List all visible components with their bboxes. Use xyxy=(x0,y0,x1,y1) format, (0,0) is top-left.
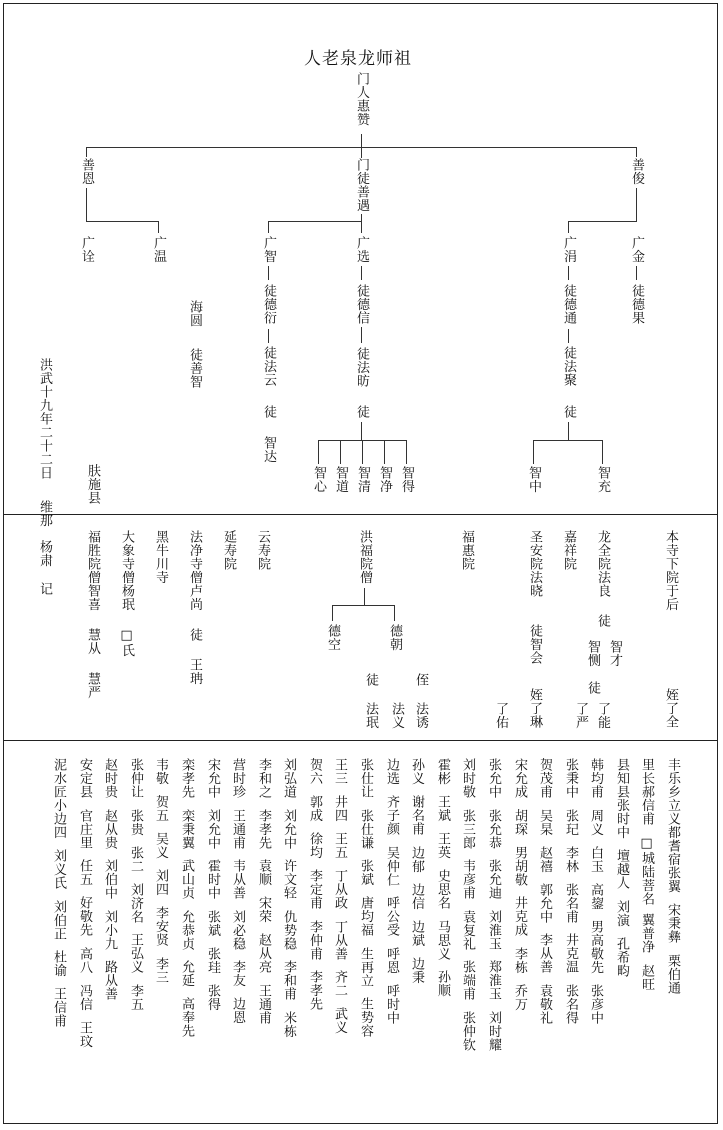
donor-name: 张仲钦 xyxy=(460,1010,475,1051)
tree-line xyxy=(602,440,603,464)
donor-name: 李从善 xyxy=(537,933,552,974)
tree-line xyxy=(361,266,362,280)
donor-name: 高鋆 xyxy=(588,882,603,910)
donor-name: 丁从政 xyxy=(332,869,347,910)
node-tu-detong: 徒德通 xyxy=(561,284,576,325)
donor-name: 生势容 xyxy=(358,997,373,1038)
tree-line xyxy=(568,329,569,343)
fajing-tu: 徒 xyxy=(187,628,202,642)
tree-line xyxy=(268,221,362,222)
node-guangwen: 广温 xyxy=(151,236,166,263)
donor-name: 王信甫 xyxy=(51,987,66,1028)
donor-name: 官庄里 xyxy=(77,808,92,849)
donor-name: 边恩 xyxy=(230,997,245,1024)
donor-name: 马思义 xyxy=(435,919,450,960)
donor-name: 史思名 xyxy=(435,869,450,910)
donor-name: 翼普净 xyxy=(639,913,654,954)
donor-name: 刘允中 xyxy=(281,808,296,849)
donor-name: 仇势稳 xyxy=(281,909,296,950)
tree-line xyxy=(268,329,269,343)
donor-name: 张三郎 xyxy=(460,808,475,849)
node-famin: 法珉 xyxy=(363,702,378,729)
node-dechao: 德朝 xyxy=(387,624,402,651)
page-title: 人老泉龙师祖 xyxy=(304,49,412,69)
donor-name: 刘时耀 xyxy=(486,1010,501,1051)
tree-line xyxy=(340,440,341,464)
shengan-disciple: 徒智会 xyxy=(527,624,542,665)
donor-name: 李和甫 xyxy=(281,960,296,1001)
node-tu-fayun: 徒法云 xyxy=(261,346,276,387)
donor-name: 允恭贞 xyxy=(179,909,194,950)
donor-name: 任五 xyxy=(77,859,92,886)
tree-line xyxy=(568,422,569,440)
hongfu-zhi: 侄 xyxy=(413,673,428,687)
node-mentu-shanyu: 门徒善遇 xyxy=(354,158,369,212)
node-guangzhi: 广智 xyxy=(261,236,276,263)
donor-name: 壇越人 xyxy=(614,849,629,890)
donor-name: 张仕让 xyxy=(358,758,373,799)
donor-name: 张得 xyxy=(205,983,220,1011)
donor-name: 韩均甫 xyxy=(588,758,603,799)
node-tu: 徒 xyxy=(261,405,276,419)
donor-name: 吴杲 xyxy=(537,808,552,836)
tree-line xyxy=(86,221,158,222)
node-shanen: 善恩 xyxy=(79,158,94,185)
donor-name: 安定县 xyxy=(77,758,92,799)
donor-name: 韦彦甫 xyxy=(460,859,475,900)
longquan-zhicai: 智才 xyxy=(607,640,622,667)
donor-name: 孙义 xyxy=(409,758,424,785)
donor-name: 赵禧 xyxy=(537,845,552,873)
node-zhidao: 智道 xyxy=(333,466,348,493)
node-shanjun: 善俊 xyxy=(629,158,644,185)
node-haiyuan-disciple: 徒善智 xyxy=(187,348,202,389)
node-liaoneng: 了能 xyxy=(595,702,610,729)
tree-line xyxy=(384,440,385,464)
donor-name: 白玉 xyxy=(588,845,603,873)
donor-name: 张仕谦 xyxy=(358,808,373,849)
daxiang-temple: 大象寺僧杨珉 xyxy=(119,530,134,611)
donor-name: 赵旺 xyxy=(639,963,654,991)
node-zhiqing: 智清 xyxy=(355,466,370,493)
fajing-temple: 法净寺僧卢尚 xyxy=(187,530,202,611)
donor-name: 贺五 xyxy=(153,795,168,822)
donor-name: 允延 xyxy=(179,960,194,987)
donor-name: 袁顺 xyxy=(256,859,271,886)
donor-name: 宋秉彝 xyxy=(665,903,680,944)
donor-name: 宋荣 xyxy=(256,896,271,923)
date-text: 洪武十九年二十二日 xyxy=(37,358,52,480)
donor-name: 吴仲仁 xyxy=(384,845,399,886)
node-dekong: 德空 xyxy=(325,624,340,651)
yunshou-temple: 云寿院 xyxy=(255,530,270,571)
donor-name: 张斌 xyxy=(358,859,373,886)
donor-name: 张名得 xyxy=(563,983,578,1024)
node-guangquan: 广诠 xyxy=(79,236,94,263)
donor-name: 王英 xyxy=(435,832,450,859)
tree-line xyxy=(568,266,569,280)
donor-name: 齐子颜 xyxy=(384,795,399,836)
ji-text: 记 xyxy=(37,582,52,596)
donor-name: 王五 xyxy=(332,832,347,859)
longquan-temple: 龙全院法良 xyxy=(595,530,610,598)
bensi-nephew: 姪了全 xyxy=(663,688,678,729)
fusheng-disciple-2: 慧严 xyxy=(85,672,100,699)
fajing-wang: 王珃 xyxy=(187,658,202,685)
tree-line xyxy=(636,147,637,157)
node-zhida: 智达 xyxy=(261,436,276,463)
fusheng-disciple-1: 慧从 xyxy=(85,628,100,655)
weina-text: 维那 xyxy=(37,500,52,527)
donor-name: 张仲让 xyxy=(128,758,143,799)
donor-name: 李孝先 xyxy=(256,808,271,849)
node-haiyuan: 海圆 xyxy=(187,300,202,327)
donor-name: 周义 xyxy=(588,808,603,836)
donor-name: 栾孝先 xyxy=(179,758,194,799)
donor-name: 栾秉翼 xyxy=(179,808,194,849)
donor-name: 谢名甫 xyxy=(409,795,424,836)
donor-name: 郑淮玉 xyxy=(486,960,501,1001)
tree-line xyxy=(86,188,87,222)
donor-name: 李栋 xyxy=(512,946,527,974)
daxiang-shi: □氏 xyxy=(119,628,134,657)
donor-name: 呼时中 xyxy=(384,983,399,1024)
donor-name: 县知县张时中 xyxy=(614,758,629,839)
donor-name: 井四 xyxy=(332,795,347,822)
donor-name: 赵从亮 xyxy=(256,933,271,974)
donor-name: 贺六 xyxy=(307,758,322,785)
node-tu: 徒 xyxy=(561,405,576,419)
donor-name: 李仲甫 xyxy=(307,919,322,960)
donor-name: 张贵 xyxy=(128,808,143,836)
donor-name: 冯信 xyxy=(77,983,92,1011)
donor-name: 泥水匠小边四 xyxy=(51,758,66,839)
hongfu-temple: 洪福院僧 xyxy=(357,530,372,584)
donor-name: 王通甫 xyxy=(230,808,245,849)
donor-name: 张珪 xyxy=(205,946,220,974)
donor-name: 齐二 xyxy=(332,970,347,997)
donor-name: 宋允中 xyxy=(205,758,220,799)
heiniuchuan-temple: 黑牛川寺 xyxy=(153,530,168,584)
donor-name: 李五 xyxy=(128,983,143,1011)
donor-name: 丰乐乡立义都耆宿张翼 xyxy=(665,758,680,893)
node-tu-faju: 徒法聚 xyxy=(561,346,576,387)
donor-name: 郭允中 xyxy=(537,882,552,923)
tree-line xyxy=(394,605,395,621)
donor-name: 霍时中 xyxy=(205,859,220,900)
tree-line xyxy=(332,605,394,606)
donor-name: 路从善 xyxy=(102,960,117,1001)
donor-name: 边郁 xyxy=(409,845,424,873)
donor-name: 王弘义 xyxy=(128,933,143,974)
node-guangjin: 广金 xyxy=(629,236,644,263)
donor-name: 霍彬 xyxy=(435,758,450,785)
donor-name: 许文轻 xyxy=(281,859,296,900)
donor-name: 王三 xyxy=(332,758,347,785)
donor-name: 武山贞 xyxy=(179,859,194,900)
donor-name: 刘义氏 xyxy=(51,849,66,890)
donor-name: 韦从善 xyxy=(230,859,245,900)
tree-line xyxy=(158,221,159,233)
shengan-nephew: 姪了琳 xyxy=(527,688,542,729)
donor-name: 边选 xyxy=(384,758,399,785)
node-zhizhong: 智中 xyxy=(526,466,541,493)
tree-line xyxy=(361,221,362,233)
donor-name: 唐均福 xyxy=(358,896,373,937)
longquan-tu-2: 徒 xyxy=(585,681,600,695)
donor-name: 丁从善 xyxy=(332,919,347,960)
donor-name: 刘伯中 xyxy=(102,859,117,900)
donor-name: 营时珍 xyxy=(230,758,245,799)
donor-name: 乔万 xyxy=(512,983,527,1011)
donor-name: 胡琛 xyxy=(512,808,527,836)
donor-name: 刘济名 xyxy=(128,882,143,923)
node-tu-dexin: 徒德信 xyxy=(354,284,369,325)
donor-name: 呼公受 xyxy=(384,896,399,937)
node-fayou: 法诱 xyxy=(413,702,428,729)
node-tu-fafang: 徒法昉 xyxy=(354,347,369,388)
author-name: 杨肃 xyxy=(37,540,52,567)
donor-name: 男胡敬 xyxy=(512,845,527,886)
tree-line xyxy=(406,440,407,464)
donor-name: 王斌 xyxy=(435,795,450,822)
donor-name: 刘四 xyxy=(153,869,168,896)
donor-name: 李孝先 xyxy=(307,970,322,1011)
donor-name: 井克温 xyxy=(563,933,578,974)
fushi-county: 肤施县 xyxy=(85,464,100,505)
node-zhixin: 智心 xyxy=(311,466,326,493)
donor-name: 高奉先 xyxy=(179,997,194,1038)
donor-name: 武义 xyxy=(332,1007,347,1034)
donor-name: 张秉中 xyxy=(563,758,578,799)
donor-name: 男高敬先 xyxy=(588,919,603,974)
shengan-temple: 圣安院法晓 xyxy=(527,530,542,598)
tree-line xyxy=(268,221,269,233)
donor-name: 生再立 xyxy=(358,946,373,987)
donor-name: 韦敬 xyxy=(153,758,168,785)
donor-name: 赵时贵 xyxy=(102,758,117,799)
node-zhide: 智得 xyxy=(399,466,414,493)
longquan-zhice: 智恻 xyxy=(585,640,600,667)
donor-name: 李和之 xyxy=(256,758,271,799)
tree-line xyxy=(533,440,534,464)
tree-line xyxy=(362,440,363,464)
hongfu-tu: 徒 xyxy=(363,673,378,687)
tree-line xyxy=(268,266,269,280)
tree-line xyxy=(361,134,362,158)
jiaxiang-temple: 嘉祥院 xyxy=(561,530,576,571)
donor-name: 贺茂甫 xyxy=(537,758,552,799)
tree-line xyxy=(568,221,569,233)
donor-name: 里长郝信甫 xyxy=(639,758,654,826)
donor-name: 刘弘道 xyxy=(281,758,296,799)
fuhui-temple: 福惠院 xyxy=(459,530,474,571)
tree-line xyxy=(361,422,362,440)
node-tu-deguo: 徒德果 xyxy=(629,284,644,325)
tree-line xyxy=(364,588,365,606)
bensi-lower-temple: 本寺下院于后 xyxy=(663,530,678,611)
donor-name: 宋允成 xyxy=(512,758,527,799)
donor-name: 张玘 xyxy=(563,808,578,836)
donor-name: 刘淮玉 xyxy=(486,909,501,950)
tree-line xyxy=(86,147,87,157)
donor-name: 边秉 xyxy=(409,956,424,984)
donor-name: 米栋 xyxy=(281,1010,296,1038)
node-liaoyou: 了佑 xyxy=(493,702,508,729)
node-fayi: 法义 xyxy=(389,702,404,729)
section-divider-upper xyxy=(3,514,718,515)
donor-name: 刘必稳 xyxy=(230,909,245,950)
node-menren-huizan: 门人惠赞 xyxy=(354,72,369,126)
node-zhijing: 智净 xyxy=(377,466,392,493)
longquan-tu: 徒 xyxy=(595,614,610,628)
donor-name: 孙顺 xyxy=(435,970,450,997)
donor-name: 高八 xyxy=(77,946,92,974)
donor-name: 张端甫 xyxy=(460,960,475,1001)
donor-name: 刘时敬 xyxy=(460,758,475,799)
donor-name: 徐均 xyxy=(307,832,322,859)
node-guangxuan: 广选 xyxy=(354,236,369,263)
donor-name: 王通甫 xyxy=(256,983,271,1024)
donor-name: 栗伯通 xyxy=(665,953,680,994)
donor-name: 李安贤 xyxy=(153,906,168,947)
donor-name: 边斌 xyxy=(409,919,424,947)
node-tu-deyan: 徒德衍 xyxy=(261,284,276,325)
donor-name: 孔希畇 xyxy=(614,936,629,977)
donor-name: 张二 xyxy=(128,845,143,873)
tree-line xyxy=(318,440,319,464)
donor-name: 好敬先 xyxy=(77,896,92,937)
donor-name: 张允中 xyxy=(486,758,501,799)
section-divider-lower xyxy=(3,740,718,741)
donor-name: 李林 xyxy=(563,845,578,873)
tree-line xyxy=(636,188,637,222)
donor-name: 刘小九 xyxy=(102,909,117,950)
node-guangjuan: 广涓 xyxy=(561,236,576,263)
donor-name: 刘演 xyxy=(614,899,629,927)
donor-name: 张允恭 xyxy=(486,808,501,849)
node-liaoyan: 了严 xyxy=(573,702,588,729)
donor-name: 张斌 xyxy=(205,909,220,937)
tree-line xyxy=(361,329,362,343)
tree-line xyxy=(86,147,637,148)
donor-name: 呼恩 xyxy=(384,946,399,974)
yanshou-temple: 延寿院 xyxy=(221,530,236,571)
node-zhichong: 智充 xyxy=(595,466,610,493)
fusheng-temple: 福胜院僧智喜 xyxy=(85,530,100,611)
donor-name: 张彦中 xyxy=(588,983,603,1024)
node-tu: 徒 xyxy=(354,405,369,419)
donor-name: 李三 xyxy=(153,956,168,984)
donor-name: 刘伯正 xyxy=(51,899,66,940)
donor-name: 刘允中 xyxy=(205,808,220,849)
donor-name: 袁敬礼 xyxy=(537,983,552,1024)
donor-name: 袁复礼 xyxy=(460,909,475,950)
tree-line xyxy=(636,266,637,280)
donor-name: 边信 xyxy=(409,882,424,910)
donor-name: 张允迪 xyxy=(486,859,501,900)
donor-name: 赵从贵 xyxy=(102,808,117,849)
donor-name: 吴义 xyxy=(153,832,168,859)
tree-line xyxy=(332,605,333,621)
donor-name: 李定甫 xyxy=(307,869,322,910)
donor-name: 张名甫 xyxy=(563,882,578,923)
donor-name: □城陆菩名 xyxy=(639,835,654,905)
tree-line xyxy=(533,440,603,441)
donor-name: 杜谕 xyxy=(51,950,66,977)
tree-line xyxy=(568,221,637,222)
donor-name: 王玟 xyxy=(77,1020,92,1048)
donor-name: 李友 xyxy=(230,960,245,987)
donor-name: 郭成 xyxy=(307,795,322,822)
donor-name: 井克成 xyxy=(512,896,527,937)
